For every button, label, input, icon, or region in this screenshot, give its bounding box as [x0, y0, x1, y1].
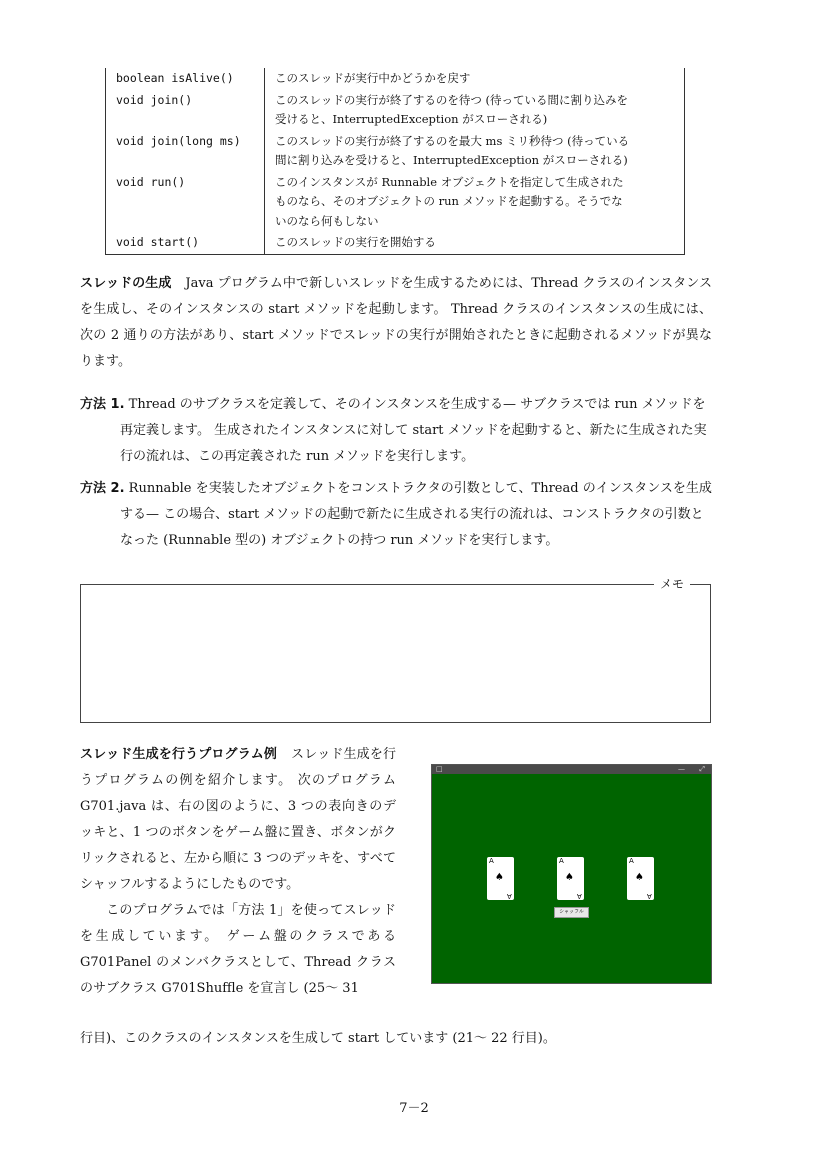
spade-icon: ♠: [495, 872, 504, 883]
example-text-1: スレッド生成を行うプログラムの例を紹介します。 次のプログラム G701.java は、右の図のように、3 つの表向きのデッキと、1 つのボタンをゲーム盤に置き、ボタンがクリックされると、左から順に 3 つのデッキを、すべてシャッフルするようにしたものです。: [80, 747, 396, 892]
description-line: ものなら、そのオブジェクトの run メソッドを起動する。そうでな: [275, 194, 623, 208]
deck-card-2[interactable]: [557, 857, 584, 900]
method-row: [106, 232, 685, 254]
method-signature: void join(): [106, 90, 265, 131]
method-signature: boolean isAlive(): [106, 68, 265, 90]
page-number: 7－2: [399, 1101, 429, 1116]
example-text-2: このプログラムでは「方法 1」を使ってスレッドを生成しています。 ゲーム盤のクラスである G701Panel のメンバクラスとして、Thread クラスのサブクラス G701Shuffle を宣言し (25～ 31: [80, 903, 396, 996]
method-description: [265, 232, 685, 254]
card-rank-inverted: A: [647, 892, 652, 900]
game-window: [431, 764, 712, 984]
card-rank: A: [559, 857, 564, 865]
method-2: [80, 476, 712, 554]
method-row: [106, 90, 685, 131]
spade-icon: ♠: [565, 872, 574, 883]
method-signature: void start(): [106, 232, 265, 254]
deck-card-3[interactable]: [627, 857, 654, 900]
example-paragraph: [80, 742, 396, 1002]
card-rank: A: [489, 857, 494, 865]
thread-creation-heading: スレッドの生成: [80, 276, 172, 291]
method-signature: void run(): [106, 172, 265, 233]
method-description: [265, 172, 685, 233]
method-1-label: 方法 1.: [80, 397, 125, 412]
example-text-3: 行目)、このクラスのインスタンスを生成して start しています (21～ 22 行目)。: [80, 1031, 556, 1046]
memo-box: [80, 577, 711, 723]
description-line: 間に割り込みを受けると、InterruptedException がスローされる): [275, 153, 628, 167]
maximize-icon[interactable]: ⤢: [699, 765, 705, 773]
window-title-bar: [432, 765, 711, 774]
description-line: このスレッドの実行を開始する: [275, 235, 436, 249]
description-line: このスレッドが実行中かどうかを戻す: [275, 71, 471, 85]
method-description: [265, 131, 685, 172]
description-line: いのなら何もしない: [275, 213, 379, 228]
card-rank: A: [629, 857, 634, 865]
window-icon: □: [436, 765, 443, 773]
description-line: このインスタンスが Runnable オブジェクトを指定して生成された: [275, 174, 624, 189]
method-row: [106, 172, 685, 233]
shuffle-button[interactable]: シャッフル: [554, 907, 589, 918]
deck-card-1[interactable]: [487, 857, 514, 900]
thread-creation-paragraph: [80, 271, 712, 375]
spade-icon: ♠: [635, 872, 644, 883]
method-row: [106, 68, 685, 90]
card-rank-inverted: A: [577, 892, 582, 900]
method-description: [265, 90, 685, 131]
method-description: [265, 68, 685, 90]
method-2-label: 方法 2.: [80, 481, 125, 496]
method-table: [105, 68, 685, 255]
card-rank-inverted: A: [507, 892, 512, 900]
example-heading: スレッド生成を行うプログラム例: [80, 747, 278, 762]
description-line: このスレッドの実行が終了するのを最大 ms ミリ秒待つ (待っている: [275, 133, 630, 148]
method-1-text: Thread のサブクラスを定義して、そのインスタンスを生成する— サブクラスでは run メソッドを再定義します。 生成されたインスタンスに対して start メソッドを起動すると、新たに生成された実行の流れは、この再定義された run メソッドを実行します。: [120, 397, 707, 464]
description-line: 受けると、InterruptedException がスローされる): [275, 112, 548, 126]
thread-creation-text: Java プログラム中で新しいスレッドを生成するためには、Thread クラスのインスタンスを生成し、そのインスタンスの start メソッドを起動します。 Thread クラスのインスタンスの生成には、次の 2 通りの方法があり、start メソッドでスレッドの実行が開始されたときに起動されるメソッドが異なります。: [80, 276, 712, 369]
method-2-text: Runnable を実装したオブジェクトをコンストラクタの引数として、Thread のインスタンスを生成する— この場合、start メソッドの起動で新たに生成される実行の流れは、コンストラクタの引数となった (Runnable 型の) オブジェクトの持つ run メソッドを実行します。: [120, 481, 712, 548]
method-signature: void join(long ms): [106, 131, 265, 172]
method-row: [106, 131, 685, 172]
minimize-icon[interactable]: —: [678, 765, 685, 773]
description-line: このスレッドの実行が終了するのを待つ (待っている間に割り込みを: [275, 92, 629, 107]
memo-label: メモ: [654, 576, 690, 592]
method-1: [80, 392, 712, 470]
